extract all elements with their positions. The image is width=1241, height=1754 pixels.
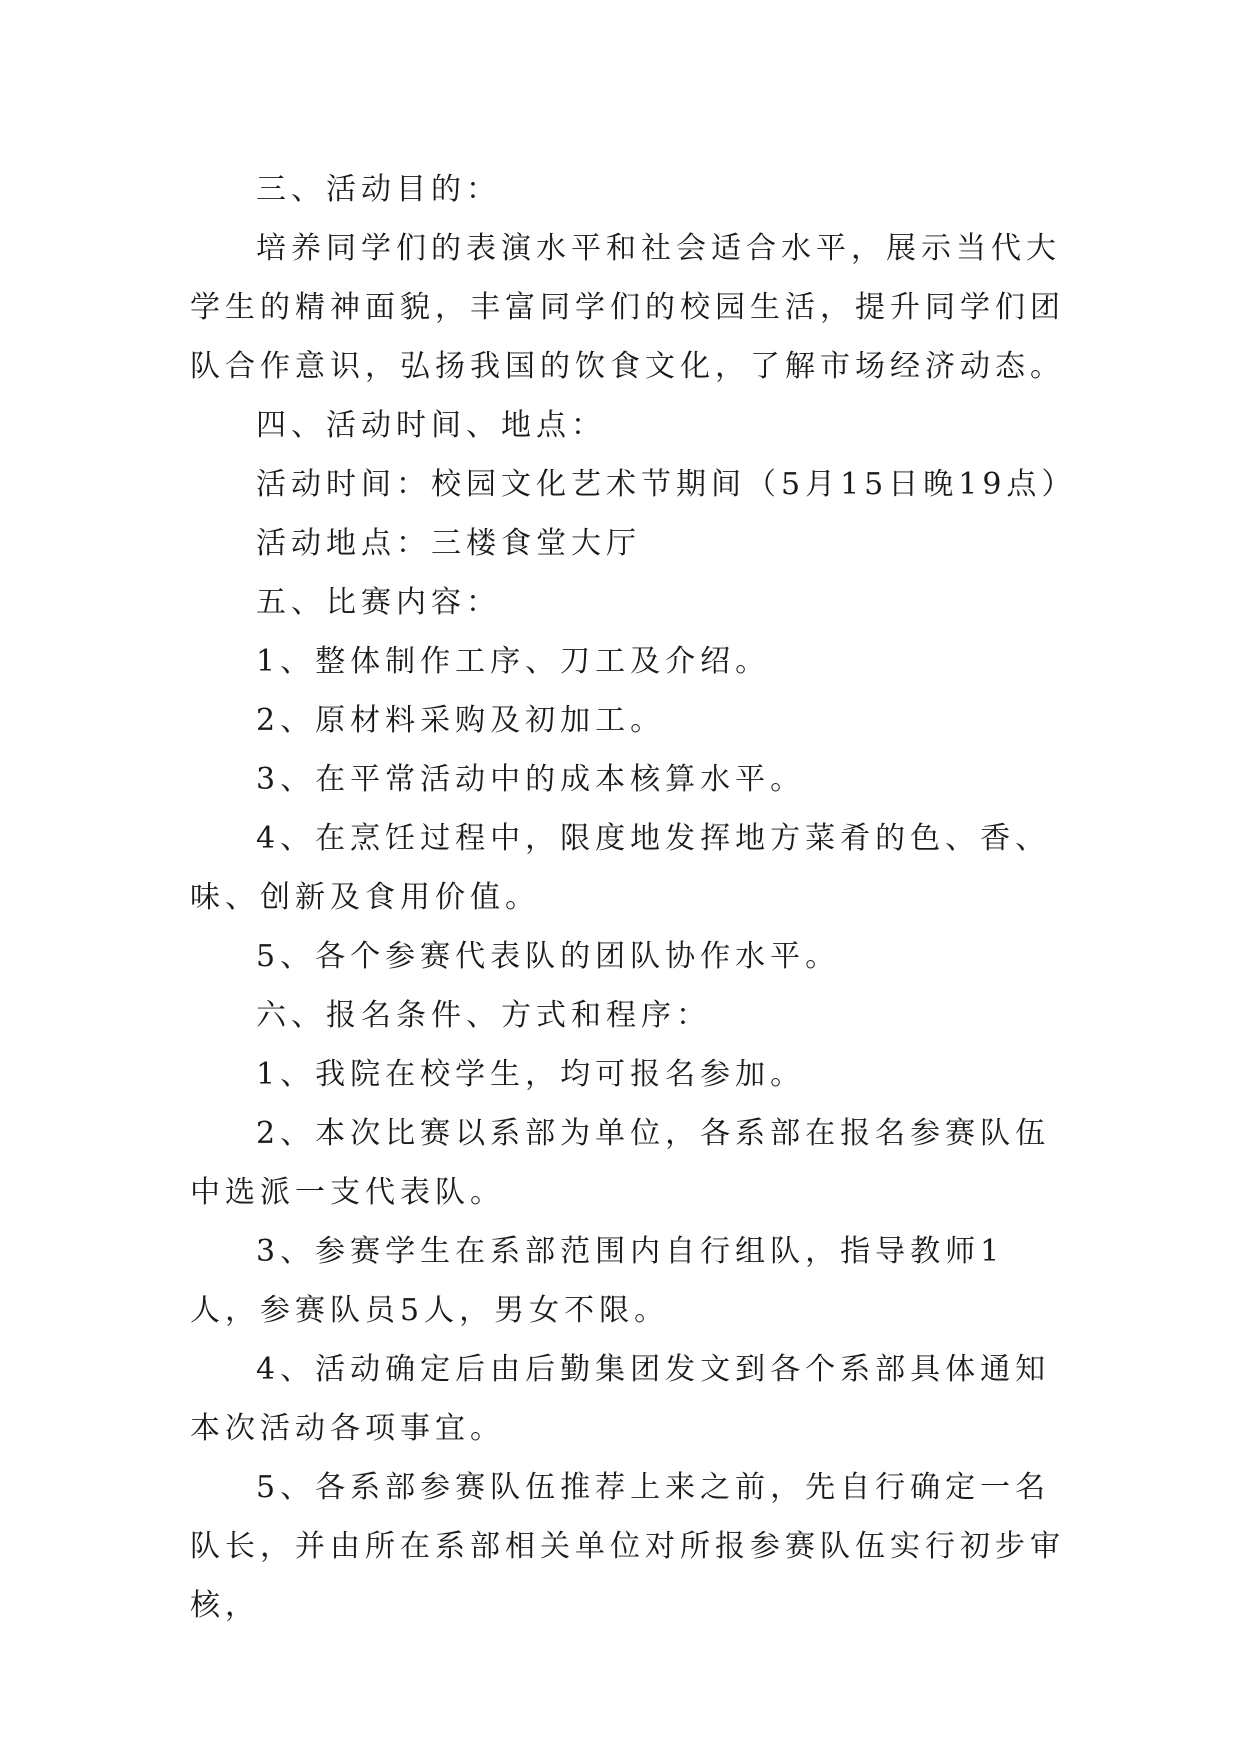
list-item-content-2: 2、原材料采购及初加工。 bbox=[256, 703, 666, 738]
list-item-registration-3: 3、参赛学生在系部范围内自行组队，指导教师1人，参赛队员5人，男女不限。 bbox=[190, 1234, 1005, 1328]
section-heading-purpose: 三、活动目的： bbox=[256, 172, 501, 207]
list-item-content-4: 4、在烹饪过程中，限度地发挥地方菜肴的色、香、味、创新及食用价值。 bbox=[190, 821, 1051, 915]
section-heading-time-place: 四、活动时间、地点： bbox=[256, 408, 606, 443]
list-item-registration-2: 2、本次比赛以系部为单位，各系部在报名参赛队伍中选派一支代表队。 bbox=[190, 1116, 1051, 1210]
section-heading-registration: 六、报名条件、方式和程序： bbox=[256, 998, 711, 1033]
list-item-registration-5: 5、各系部参赛队伍推荐上来之前，先自行确定一名队长，并由所在系部相关单位对所报参赛队伍实行初步审核， bbox=[190, 1470, 1065, 1623]
paragraph-purpose: 培养同学们的表演水平和社会适合水平，展示当代大学生的精神面貌，丰富同学们的校园生活，提升同学们团队合作意识，弘扬我国的饮食文化，了解市场经济动态。 bbox=[190, 231, 1065, 384]
paragraph-activity-place: 活动地点：三楼食堂大厅 bbox=[256, 526, 641, 561]
list-item-registration-4: 4、活动确定后由后勤集团发文到各个系部具体通知本次活动各项事宜。 bbox=[190, 1352, 1051, 1446]
list-item-content-5: 5、各个参赛代表队的团队协作水平。 bbox=[256, 939, 841, 974]
document-body bbox=[190, 160, 1077, 1635]
paragraph-activity-time: 活动时间：校园文化艺术节期间（5月15日晚19点） bbox=[256, 467, 1077, 502]
list-item-registration-1: 1、我院在校学生，均可报名参加。 bbox=[256, 1057, 806, 1092]
section-heading-content: 五、比赛内容： bbox=[256, 585, 501, 620]
list-item-content-3: 3、在平常活动中的成本核算水平。 bbox=[256, 762, 806, 797]
list-item-content-1: 1、整体制作工序、刀工及介绍。 bbox=[256, 644, 771, 679]
